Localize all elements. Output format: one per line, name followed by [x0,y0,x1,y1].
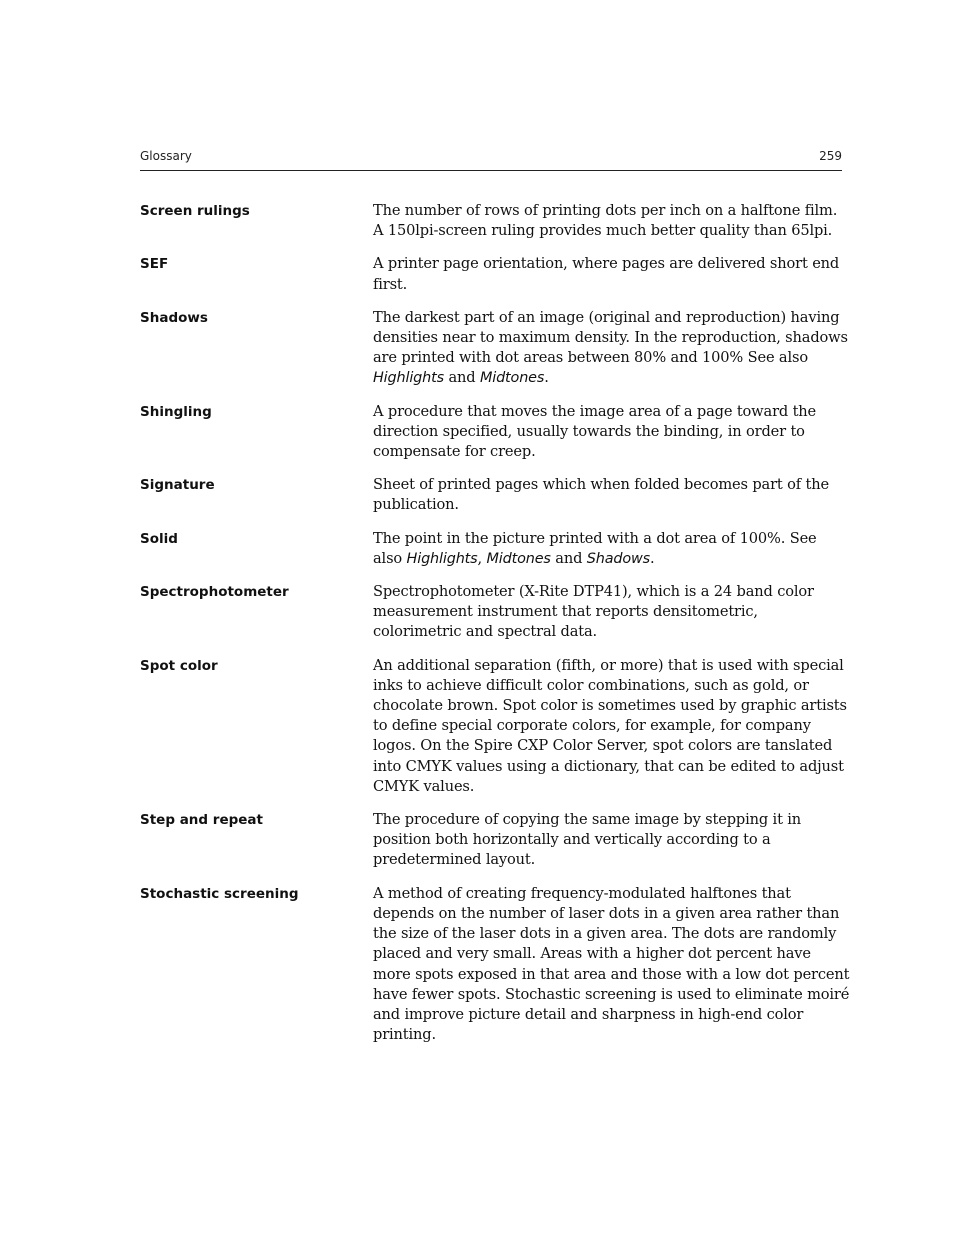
definition-text: The point in the picture printed with a dot area of 100%. See also [373,529,817,567]
glossary-entry [140,656,850,797]
cross-reference-term: Highlights [373,370,444,387]
glossary-term: Spectrophotometer [140,584,289,601]
glossary-entry [140,201,850,241]
glossary-entry [140,529,850,569]
glossary-term: SEF [140,256,169,273]
definition-text: and [443,369,480,387]
page-number: 259 [819,149,842,163]
glossary-definition [373,402,850,463]
glossary-term: Spot color [140,657,218,674]
definition-text: Spectrophotometer (X-Rite DTP41), which is a 24 band color measurement instrument that reports densitometric, colorimetric and spectral data. [373,583,814,641]
definition-text: . [650,549,655,567]
glossary-definition [373,582,850,643]
glossary-term: Stochastic screening [140,885,299,902]
definition-text: The procedure of copying the same image by stepping it in position both horizontally and vertically according to a predetermined layout. [373,811,802,869]
glossary-term: Shadows [140,309,208,326]
definition-text: Sheet of printed pages which when folded becomes part of the publication. [373,476,829,514]
cross-reference-term: Highlights [406,550,478,567]
glossary-term: Step and repeat [140,812,263,829]
glossary-entry [140,810,850,871]
glossary-definition [373,656,850,797]
definition-text: A method of creating frequency-modulated halftones that depends on the number of laser dots in a given area rather than the size of the laser dots in a given area. The dots are randomly placed and very small. Areas with a higher dot percent have more spots exposed in that area and those with a low dot percent have fewer spots. Stochastic screening is used to eliminate moiré and improve picture detail and sharpness in high-end color printing. [373,884,850,1044]
document-page [140,0,850,1235]
definition-text: , [477,549,487,567]
definition-text: The number of rows of printing dots per inch on a halftone film. A 150lpi-screen ruling provides much better quality than 65lpi. [373,202,838,240]
cross-reference-term: Shadows [586,550,650,567]
cross-reference-term: Midtones [486,550,551,567]
glossary-entry [140,475,850,515]
definition-text: A printer page orientation, where pages are delivered short end first. [373,255,840,293]
glossary-definition [373,529,850,569]
definition-text: An additional separation (fifth, or more) that is used with special inks to achieve difficult color combinations, such as gold, or chocolate brown. Spot color is sometimes used by graphic artists to define special corporate colors, for example, for company logos. On the Spire CXP Color Server, spot colors are tanslated into CMYK values using a dictionary, that can be edited to adjust CMYK values. [373,656,847,795]
cross-reference-term: Midtones [479,370,545,387]
glossary-entry [140,254,850,294]
glossary-definition [373,884,850,1046]
glossary-definition [373,308,850,389]
header-divider [140,170,842,171]
glossary-definition [373,254,850,294]
glossary-entry [140,402,850,463]
glossary-definition [373,475,850,515]
glossary-term: Solid [140,530,178,547]
section-title: Glossary [140,149,192,163]
glossary-entry [140,582,850,643]
glossary-entry [140,308,850,389]
glossary-term: Signature [140,477,215,494]
glossary-entry [140,884,850,1046]
definition-text: A procedure that moves the image area of a page toward the direction specified, usually towards the binding, in order to compensate for creep. [373,402,817,461]
running-header [140,149,842,169]
definition-text: . [544,369,549,387]
definition-text: and [550,549,587,567]
glossary-term: Shingling [140,403,212,420]
glossary-list [140,201,850,1058]
glossary-term: Screen rulings [140,203,250,219]
glossary-definition [373,810,850,871]
definition-text: The darkest part of an image (original and reproduction) having densities near to maximum density. In the reproduction, shadows are printed with dot areas between 80% and 100% See also [373,308,848,367]
glossary-definition [373,201,850,241]
